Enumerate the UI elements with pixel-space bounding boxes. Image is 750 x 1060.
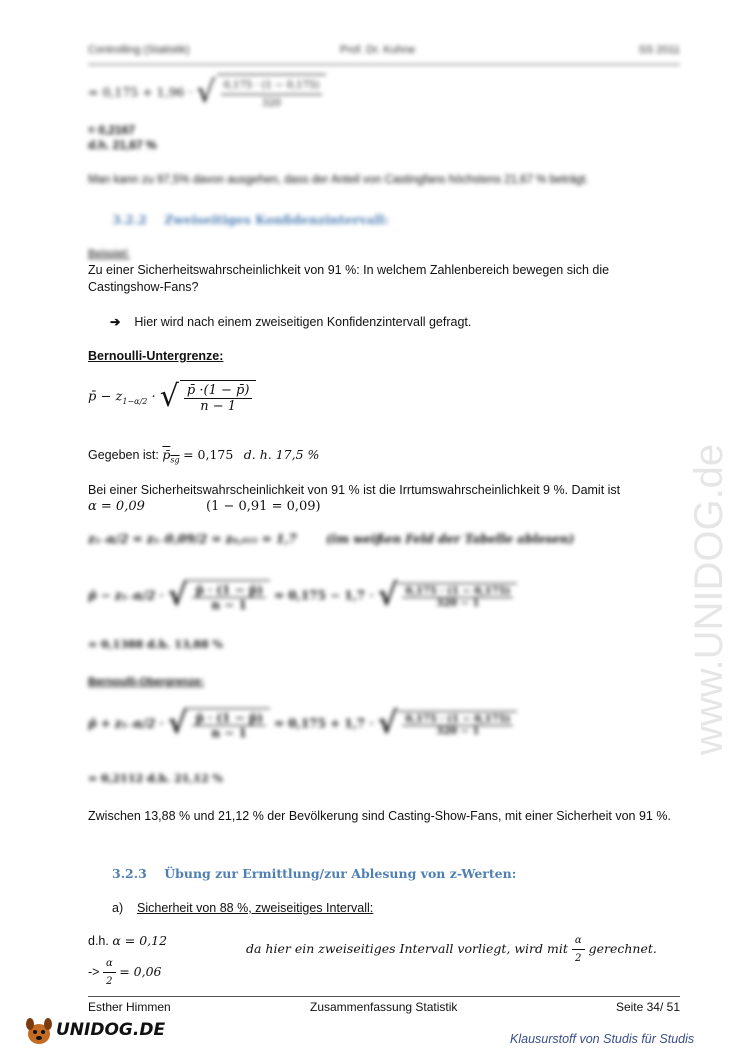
upper-den2: 320 − 1 xyxy=(436,726,480,737)
logo-text: UNIDOG.DE xyxy=(56,1020,166,1040)
calc-den: n − 1 xyxy=(211,598,247,612)
formula-line1: = 0,175 + 1,96 · xyxy=(88,84,193,100)
header-right: SS 2011 xyxy=(638,44,680,56)
upper-heading: Bernoulli-Obergrenze: xyxy=(88,676,205,688)
calc-num: p̄ · (1 − p̄) xyxy=(192,583,265,598)
upper-eq: = 0,175 + 1,7 · xyxy=(274,716,374,731)
blurred-result-dh: d.h. 21,67 % xyxy=(88,138,157,152)
root-sign: √ xyxy=(196,75,216,110)
upper-num2: 0,175 · (1 − 0,175) xyxy=(402,714,513,726)
irrtum-text: Bei einer Sicherheitswahrscheinlichkeit von 91 % ist die Irrtumswahrscheinlichkeit 9 %. Damit ist xyxy=(88,483,621,497)
root-sign: √ xyxy=(167,578,188,613)
blurred-calc-lower xyxy=(88,580,517,612)
footer-rule xyxy=(88,996,680,997)
slogan: Klausurstoff von Studis für Studis xyxy=(510,1032,695,1046)
blurred-calc-result: = 0,1388 d.h. 13,88 % xyxy=(88,638,223,651)
given-label: Gegeben ist: xyxy=(88,448,159,462)
formula-den: n − 1 xyxy=(200,399,237,414)
formula-sub: 1−α/2 xyxy=(122,397,148,407)
formula-den: 320 xyxy=(261,98,281,109)
given-dh: d. h. 17,5 % xyxy=(243,447,320,462)
blurred-section-heading xyxy=(112,212,389,227)
example-label: Beispiel: xyxy=(88,248,130,260)
dh-prefix: d.h. xyxy=(88,934,109,948)
header-rule xyxy=(88,64,680,65)
header-center: Prof. Dr. Kuhne xyxy=(340,44,416,56)
dh-line xyxy=(88,932,688,964)
formula-num: 0,175 · (1 − 0,175) xyxy=(221,77,323,95)
arrow-value: = 0,06 xyxy=(119,963,162,979)
upper-lhs: p̄ + z₁₋α/2 · xyxy=(88,716,164,731)
section-323-heading xyxy=(112,866,516,881)
arrow-note-text: Hier wird nach einem zweiseitigen Konfidenzintervall gefragt. xyxy=(134,315,472,329)
watermark-text: www.UNIDOG.de xyxy=(687,443,731,755)
footer-center: Zusammenfassung Statistik xyxy=(310,1000,458,1014)
calc-den2: 320 − 1 xyxy=(436,598,480,609)
given-line xyxy=(88,446,319,469)
root-sign: √ xyxy=(167,706,188,741)
arrow-frac-num: α xyxy=(103,955,116,973)
item-a-label: a) xyxy=(112,901,124,915)
irrtum-alpha xyxy=(88,499,321,514)
upper-num: p̄ · (1 − p̄) xyxy=(192,711,265,726)
formula-p: p̄ xyxy=(88,389,97,405)
section-title: Zweiseitiges Konfidenzintervall: xyxy=(164,212,389,227)
page-header xyxy=(88,44,680,62)
root-sign: √ xyxy=(377,706,398,741)
dog-icon xyxy=(22,1014,56,1048)
upper-den: n − 1 xyxy=(211,726,247,740)
summary-text: Zwischen 13,88 % und 21,12 % der Bevölkerung sind Casting-Show-Fans, mit einer Sicherheit von 91 %. xyxy=(88,809,671,823)
calc-lhs: p̄ − z₁₋α/2 · xyxy=(88,588,164,603)
blurred-calc-upper xyxy=(88,708,517,740)
alpha-calc: (1 − 0,91 = 0,09) xyxy=(206,499,321,514)
dh-note-after: gerechnet. xyxy=(588,941,657,956)
given-symbol: $p̄_{sg}$ xyxy=(162,447,180,465)
arrow-right-icon: ➔ xyxy=(110,315,121,329)
footer-left: Esther Himmen xyxy=(88,1000,171,1014)
blurred-z-line xyxy=(88,532,574,546)
watermark xyxy=(680,300,740,760)
given-value: = 0,175 xyxy=(183,447,234,462)
footer-right: Seite 34/ 51 xyxy=(615,1000,680,1014)
section-323-number: 3.2.3 xyxy=(112,866,147,881)
formula-dot: · xyxy=(151,389,156,405)
arrow-frac-den: 2 xyxy=(106,976,113,987)
arrow-prefix: -> xyxy=(88,964,100,979)
root-sign: √ xyxy=(159,379,179,414)
dh-note xyxy=(246,932,657,967)
formula-num: p̄ ·(1 − p̄) xyxy=(184,383,252,399)
dh-alpha: α = 0,12 xyxy=(112,933,168,948)
alpha-value: α = 0,09 xyxy=(88,499,145,514)
root-sign: √ xyxy=(377,578,398,613)
section-323-title: Übung zur Ermittlung/zur Ablesung von z-Werten: xyxy=(164,866,517,881)
blurred-result: = 0,2167 xyxy=(88,123,136,137)
formula-minus: − xyxy=(100,389,112,405)
dh-frac-num: α xyxy=(572,932,585,950)
z-note: (im weißen Feld der Tabelle ablesen) xyxy=(326,532,575,546)
unidog-logo xyxy=(22,1014,166,1048)
calc-num2: 0,175 · (1 − 0,175) xyxy=(402,586,513,598)
lower-heading: Bernoulli-Untergrenze: xyxy=(88,349,224,363)
section-number: 3.2.2 xyxy=(112,212,147,227)
z-line: z₁₋α/2 = z₁₋0,09/2 = z₀,₉₅₅ = 1,7 xyxy=(88,532,297,546)
header-left: Controlling (Statistik) xyxy=(88,44,190,56)
dh-frac-den: 2 xyxy=(575,953,582,964)
formula-z: z xyxy=(115,389,123,405)
blurred-upper-result: = 0,2112 d.h. 21,12 % xyxy=(88,772,223,785)
calc-eq: = 0,175 − 1,7 · xyxy=(274,588,374,603)
lower-formula xyxy=(88,380,256,414)
item-a xyxy=(112,900,373,917)
example-question: Zu einer Sicherheitswahrscheinlichkeit von 91 %: In welchem Zahlenbereich bewegen sich die Castingshow-Fans? xyxy=(88,263,610,294)
blurred-conclusion: Man kann zu 97,5% davon ausgehen, dass der Anteil von Castingfans höchstens 21,67 % beträgt. xyxy=(88,174,589,186)
blurred-formula xyxy=(88,74,326,112)
arrow-note xyxy=(110,314,471,331)
dh-note-before: da hier ein zweiseitiges Intervall vorliegt, wird mit xyxy=(246,941,568,956)
arrow-line xyxy=(88,955,161,990)
item-a-text: Sicherheit von 88 %, zweiseitiges Intervall: xyxy=(137,901,374,915)
